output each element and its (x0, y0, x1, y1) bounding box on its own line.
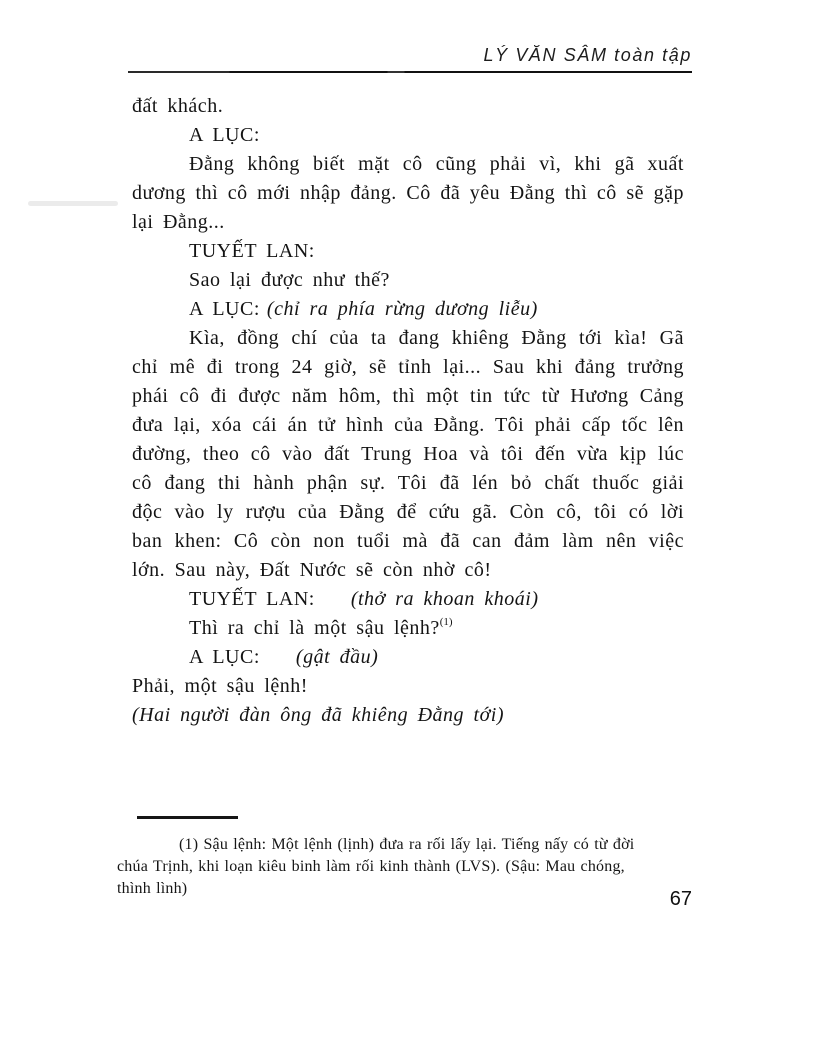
speaker-label: TUYẾT LAN: (189, 240, 315, 262)
dialogue-text: Thì ra chỉ là một sậu lệnh? (189, 617, 440, 639)
text-block (132, 92, 684, 730)
speaker-line (132, 295, 684, 324)
footnote (117, 834, 701, 900)
footnote-line: thình lình) (117, 880, 188, 897)
speaker-line (132, 643, 684, 672)
stage-direction-inline: (thở ra khoan khoái) (350, 588, 539, 610)
header-rule (128, 71, 692, 73)
dialogue-line: Sao lại được như thế? (189, 269, 390, 291)
dialogue-line: Phải, một sậu lệnh! (132, 675, 308, 697)
footnote-ref: (1) (439, 616, 453, 629)
stage-direction-inline: (gật đầu) (295, 646, 379, 668)
dialogue-paragraph: Đằng không biết mặt cô cũng phải vì, khi gã xuất dương thì cô mới nhập đảng. Cô đã yêu Đằng thì cô sẽ gặp lại Đằng... (132, 153, 684, 233)
footnote-line: chúa Trịnh, khi loạn kiêu binh làm rối kinh thành (LVS). (Sậu: Mau chóng, (117, 858, 625, 875)
footnote-line: (1) Sậu lệnh: Một lệnh (lịnh) đưa ra rối lấy lại. Tiếng nấy có từ đời (179, 836, 635, 853)
dialogue-line (132, 614, 684, 643)
page-number: 67 (669, 888, 692, 910)
scan-artifact (28, 201, 118, 206)
speaker-label: A LỤC: (189, 646, 260, 668)
speaker-label: TUYẾT LAN: (189, 588, 315, 610)
speaker-line (132, 585, 684, 614)
continuation-line: đất khách. (132, 95, 224, 117)
stage-direction: (Hai người đàn ông đã khiêng Đằng tới) (132, 704, 504, 726)
speaker-label: A LỤC: (189, 124, 260, 146)
stage-direction-inline: (chỉ ra phía rừng dương liễu) (266, 298, 538, 320)
speaker-label: A LỤC: (189, 298, 260, 320)
footnote-separator (137, 816, 238, 819)
running-header: LÝ VĂN SÂM toàn tập (483, 45, 692, 65)
dialogue-paragraph: Kìa, đồng chí của ta đang khiêng Đằng tới kìa! Gã chỉ mê đi trong 24 giờ, sẽ tỉnh lại... Sau khi đảng trưởng phái cô đi được năm hôm, thì một tin tức từ Hương Cảng đưa lại, xóa cái án tử hình của Đằng. Tôi phải cấp tốc lên đường, theo cô vào đất Trung Hoa và tôi đến vừa kịp lúc cô đang thi hành phận sự. Tôi đã lén bỏ chất thuốc giải độc vào ly rượu của Đằng để cứu gã. Còn cô, tôi có lời ban khen: Cô còn non tuổi mà đã can đảm làm nên việc lớn. Sau này, Đất Nước sẽ còn nhờ cô! (132, 327, 684, 581)
